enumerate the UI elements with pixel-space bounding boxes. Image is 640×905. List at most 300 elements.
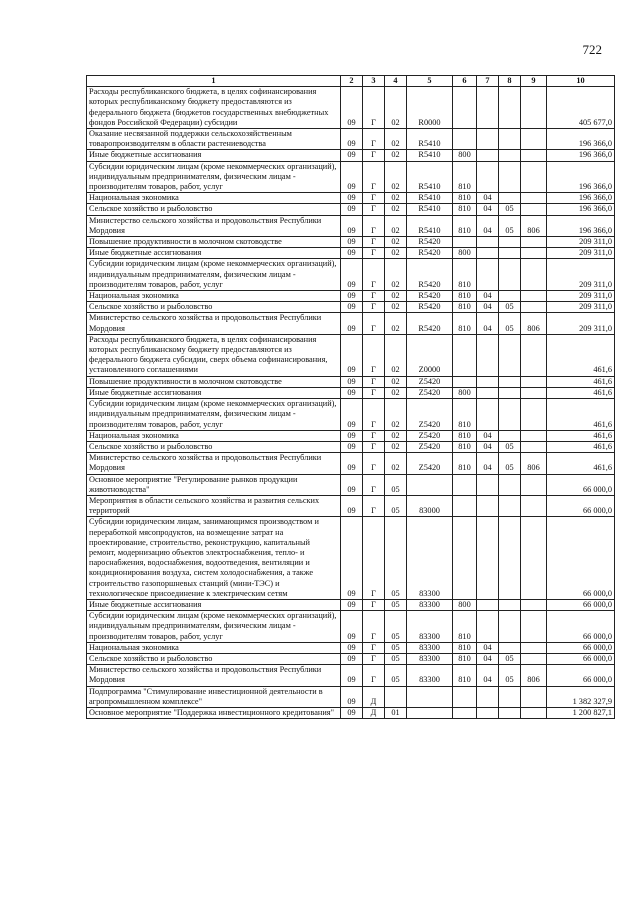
code-event-cell: 02 [385, 313, 407, 334]
code-subprogram-cell: Г [363, 259, 385, 291]
budget-table [86, 75, 615, 719]
code-gp-cell: 09 [341, 611, 363, 643]
code-subsection-cell [499, 193, 521, 204]
amount-cell: 66 000,0 [547, 495, 615, 516]
code-direction-cell: Z5420 [407, 376, 453, 387]
amount-cell: 405 677,0 [547, 87, 615, 129]
code-section-cell [477, 387, 499, 398]
code-gp-cell: 09 [341, 653, 363, 664]
code-gp-cell: 09 [341, 642, 363, 653]
code-direction-cell: R0000 [407, 87, 453, 129]
amount-cell: 1 200 827,1 [547, 707, 615, 718]
code-section-cell: 04 [477, 291, 499, 302]
code-direction-cell: 83300 [407, 653, 453, 664]
amount-cell: 209 311,0 [547, 237, 615, 248]
code-gp-cell: 09 [341, 129, 363, 150]
code-subsection-cell [499, 686, 521, 707]
code-gp-cell: 09 [341, 387, 363, 398]
code-gp-cell: 09 [341, 248, 363, 259]
table-row [87, 441, 615, 452]
amount-cell: 461,6 [547, 387, 615, 398]
code-direction-cell [407, 707, 453, 718]
code-expense-type-cell: 810 [453, 302, 477, 313]
code-subprogram-cell: Г [363, 313, 385, 334]
code-subsection-cell [499, 399, 521, 431]
code-event-cell: 02 [385, 441, 407, 452]
table-row [87, 237, 615, 248]
code-subprogram-cell: Г [363, 204, 385, 215]
row-name-cell: Субсидии юридическим лицам (кроме некоммерческих организаций), индивидуальным предпринимателям, физическим лицам - производителям товаров, работ, услуг [87, 611, 341, 643]
code-subsection-cell [499, 259, 521, 291]
code-section-cell [477, 495, 499, 516]
code-section-cell [477, 248, 499, 259]
code-ministry-cell [521, 686, 547, 707]
code-direction-cell: Z5420 [407, 441, 453, 452]
code-subsection-cell [499, 291, 521, 302]
code-subsection-cell: 05 [499, 453, 521, 474]
row-name-cell: Иные бюджетные ассигнования [87, 387, 341, 398]
code-section-cell [477, 87, 499, 129]
row-name-cell: Основное мероприятие "Регулирование рынков продукции животноводства" [87, 474, 341, 495]
code-subprogram-cell: Г [363, 387, 385, 398]
table-row [87, 150, 615, 161]
code-gp-cell: 09 [341, 665, 363, 686]
code-subprogram-cell: Д [363, 707, 385, 718]
code-direction-cell: R5420 [407, 248, 453, 259]
row-name-cell: Субсидии юридическим лицам (кроме некоммерческих организаций), индивидуальным предпринимателям, физическим лицам - производителям товаров, работ, услуг [87, 161, 341, 193]
code-expense-type-cell: 810 [453, 313, 477, 334]
code-direction-cell: 83300 [407, 665, 453, 686]
code-section-cell [477, 599, 499, 610]
table-row [87, 686, 615, 707]
table-row [87, 474, 615, 495]
code-ministry-cell [521, 653, 547, 664]
page-number: 722 [582, 42, 602, 57]
code-expense-type-cell [453, 129, 477, 150]
table-row [87, 334, 615, 376]
code-direction-cell: 83300 [407, 517, 453, 600]
code-gp-cell: 09 [341, 291, 363, 302]
code-subprogram-cell: Г [363, 611, 385, 643]
code-expense-type-cell: 810 [453, 453, 477, 474]
code-ministry-cell [521, 334, 547, 376]
amount-cell: 196 366,0 [547, 129, 615, 150]
column-header-5: 5 [407, 76, 453, 87]
code-ministry-cell [521, 161, 547, 193]
column-header-1: 1 [87, 76, 341, 87]
row-name-cell: Субсидии юридическим лицам (кроме некоммерческих организаций), индивидуальным предпринимателям, физическим лицам - производителям товаров, работ, услуг [87, 259, 341, 291]
table-row [87, 313, 615, 334]
code-section-cell [477, 517, 499, 600]
code-subsection-cell [499, 495, 521, 516]
code-section-cell [477, 150, 499, 161]
code-gp-cell: 09 [341, 313, 363, 334]
code-expense-type-cell: 810 [453, 642, 477, 653]
row-name-cell: Иные бюджетные ассигнования [87, 150, 341, 161]
code-direction-cell: R5410 [407, 215, 453, 236]
row-name-cell: Сельское хозяйство и рыболовство [87, 441, 341, 452]
code-event-cell: 02 [385, 129, 407, 150]
row-name-cell: Основное мероприятие "Поддержка инвестиционного кредитования" [87, 707, 341, 718]
code-ministry-cell [521, 517, 547, 600]
code-subprogram-cell: Г [363, 642, 385, 653]
amount-cell: 209 311,0 [547, 313, 615, 334]
code-direction-cell: R5420 [407, 291, 453, 302]
amount-cell: 461,6 [547, 399, 615, 431]
code-expense-type-cell: 810 [453, 215, 477, 236]
code-ministry-cell [521, 237, 547, 248]
table-row [87, 599, 615, 610]
code-gp-cell: 09 [341, 237, 363, 248]
code-section-cell: 04 [477, 665, 499, 686]
code-section-cell: 04 [477, 430, 499, 441]
amount-cell: 66 000,0 [547, 517, 615, 600]
code-expense-type-cell [453, 376, 477, 387]
row-name-cell: Национальная экономика [87, 642, 341, 653]
code-expense-type-cell: 810 [453, 399, 477, 431]
code-subprogram-cell: Г [363, 87, 385, 129]
code-direction-cell: 83300 [407, 611, 453, 643]
code-gp-cell: 09 [341, 599, 363, 610]
column-header-8: 8 [499, 76, 521, 87]
code-subprogram-cell: Г [363, 291, 385, 302]
table-row [87, 129, 615, 150]
code-subprogram-cell: Г [363, 399, 385, 431]
code-subprogram-cell: Г [363, 441, 385, 452]
code-subsection-cell [499, 387, 521, 398]
code-section-cell: 04 [477, 653, 499, 664]
code-section-cell [477, 259, 499, 291]
code-section-cell [477, 686, 499, 707]
code-subsection-cell [499, 474, 521, 495]
code-section-cell [477, 334, 499, 376]
code-gp-cell: 09 [341, 517, 363, 600]
table-row [87, 611, 615, 643]
amount-cell: 66 000,0 [547, 611, 615, 643]
code-expense-type-cell [453, 237, 477, 248]
code-subsection-cell [499, 599, 521, 610]
code-subsection-cell [499, 430, 521, 441]
code-direction-cell: R5410 [407, 193, 453, 204]
code-ministry-cell [521, 430, 547, 441]
code-direction-cell: R5410 [407, 161, 453, 193]
code-gp-cell: 09 [341, 334, 363, 376]
code-expense-type-cell: 810 [453, 653, 477, 664]
code-direction-cell: R5420 [407, 259, 453, 291]
row-name-cell: Подпрограмма "Стимулирование инвестиционной деятельности в агропромышленном комплексе" [87, 686, 341, 707]
amount-cell: 66 000,0 [547, 599, 615, 610]
code-subprogram-cell: Г [363, 334, 385, 376]
row-name-cell: Расходы республиканского бюджета, в целях софинансирования которых республиканскому бюджету предоставляются из федерального бюджета (бюджетов государственных внебюджетных фондов Российской Федерации) субсидии [87, 87, 341, 129]
code-subsection-cell [499, 129, 521, 150]
code-ministry-cell [521, 611, 547, 643]
code-subsection-cell: 05 [499, 302, 521, 313]
column-header-3: 3 [363, 76, 385, 87]
code-ministry-cell [521, 259, 547, 291]
amount-cell: 196 366,0 [547, 161, 615, 193]
code-section-cell: 04 [477, 453, 499, 474]
code-gp-cell: 09 [341, 707, 363, 718]
table-row [87, 642, 615, 653]
row-name-cell: Иные бюджетные ассигнования [87, 248, 341, 259]
column-header-7: 7 [477, 76, 499, 87]
code-subsection-cell: 05 [499, 653, 521, 664]
code-direction-cell: Z5420 [407, 387, 453, 398]
code-event-cell: 02 [385, 161, 407, 193]
code-expense-type-cell: 800 [453, 387, 477, 398]
code-event-cell: 05 [385, 495, 407, 516]
code-expense-type-cell [453, 474, 477, 495]
code-subsection-cell [499, 376, 521, 387]
code-event-cell: 02 [385, 291, 407, 302]
code-expense-type-cell [453, 495, 477, 516]
row-name-cell: Национальная экономика [87, 193, 341, 204]
code-subsection-cell [499, 87, 521, 129]
amount-cell: 66 000,0 [547, 653, 615, 664]
table-row [87, 87, 615, 129]
row-name-cell: Министерство сельского хозяйства и продовольствия Республики Мордовия [87, 453, 341, 474]
code-ministry-cell [521, 642, 547, 653]
amount-cell: 196 366,0 [547, 150, 615, 161]
code-subsection-cell [499, 707, 521, 718]
code-ministry-cell [521, 248, 547, 259]
code-subprogram-cell: Г [363, 495, 385, 516]
code-event-cell: 05 [385, 517, 407, 600]
amount-cell: 66 000,0 [547, 642, 615, 653]
code-gp-cell: 09 [341, 204, 363, 215]
code-subprogram-cell: Г [363, 237, 385, 248]
code-gp-cell: 09 [341, 259, 363, 291]
code-expense-type-cell: 800 [453, 599, 477, 610]
code-event-cell: 02 [385, 387, 407, 398]
row-name-cell: Повышение продуктивности в молочном скотоводстве [87, 237, 341, 248]
code-section-cell [477, 707, 499, 718]
code-event-cell: 05 [385, 474, 407, 495]
code-ministry-cell: 806 [521, 215, 547, 236]
code-expense-type-cell: 810 [453, 204, 477, 215]
table-row [87, 430, 615, 441]
code-subprogram-cell: Г [363, 161, 385, 193]
amount-cell: 66 000,0 [547, 665, 615, 686]
row-name-cell: Мероприятия в области сельского хозяйства и развития сельских территорий [87, 495, 341, 516]
code-subprogram-cell: Г [363, 150, 385, 161]
code-direction-cell [407, 474, 453, 495]
amount-cell: 461,6 [547, 334, 615, 376]
code-subsection-cell [499, 334, 521, 376]
code-event-cell: 02 [385, 150, 407, 161]
code-subprogram-cell: Г [363, 215, 385, 236]
code-gp-cell: 09 [341, 474, 363, 495]
code-gp-cell: 09 [341, 399, 363, 431]
code-expense-type-cell [453, 517, 477, 600]
amount-cell: 1 382 327,9 [547, 686, 615, 707]
code-ministry-cell [521, 387, 547, 398]
table-row [87, 248, 615, 259]
row-name-cell: Оказание несвязанной поддержки сельскохозяйственным товаропроизводителям в области растениеводства [87, 129, 341, 150]
code-ministry-cell [521, 399, 547, 431]
column-header-10: 10 [547, 76, 615, 87]
code-ministry-cell: 806 [521, 453, 547, 474]
code-subsection-cell [499, 517, 521, 600]
code-expense-type-cell: 800 [453, 150, 477, 161]
code-expense-type-cell: 810 [453, 193, 477, 204]
code-ministry-cell [521, 441, 547, 452]
row-name-cell: Министерство сельского хозяйства и продовольствия Республики Мордовия [87, 313, 341, 334]
code-subsection-cell [499, 161, 521, 193]
row-name-cell: Национальная экономика [87, 430, 341, 441]
code-direction-cell: Z5420 [407, 453, 453, 474]
table-row [87, 259, 615, 291]
code-section-cell: 04 [477, 302, 499, 313]
code-event-cell: 02 [385, 237, 407, 248]
code-subprogram-cell: Г [363, 302, 385, 313]
code-event-cell: 01 [385, 707, 407, 718]
code-gp-cell: 09 [341, 495, 363, 516]
code-subprogram-cell: Г [363, 129, 385, 150]
column-header-4: 4 [385, 76, 407, 87]
code-gp-cell: 09 [341, 87, 363, 129]
code-expense-type-cell [453, 87, 477, 129]
code-subprogram-cell: Г [363, 653, 385, 664]
row-name-cell: Повышение продуктивности в молочном скотоводстве [87, 376, 341, 387]
code-event-cell: 02 [385, 430, 407, 441]
table-row [87, 665, 615, 686]
code-section-cell: 04 [477, 193, 499, 204]
code-event-cell: 02 [385, 376, 407, 387]
code-subprogram-cell: Г [363, 474, 385, 495]
amount-cell: 209 311,0 [547, 248, 615, 259]
row-name-cell: Иные бюджетные ассигнования [87, 599, 341, 610]
code-direction-cell: R5410 [407, 204, 453, 215]
code-section-cell [477, 161, 499, 193]
code-subprogram-cell: Г [363, 665, 385, 686]
amount-cell: 209 311,0 [547, 259, 615, 291]
row-name-cell: Национальная экономика [87, 291, 341, 302]
code-gp-cell: 09 [341, 215, 363, 236]
code-direction-cell [407, 686, 453, 707]
code-subsection-cell: 05 [499, 313, 521, 334]
code-gp-cell: 09 [341, 161, 363, 193]
amount-cell: 196 366,0 [547, 204, 615, 215]
code-subprogram-cell: Г [363, 517, 385, 600]
code-ministry-cell [521, 707, 547, 718]
code-subsection-cell [499, 642, 521, 653]
code-direction-cell: Z5420 [407, 399, 453, 431]
code-expense-type-cell: 810 [453, 611, 477, 643]
code-event-cell: 05 [385, 599, 407, 610]
code-section-cell [477, 237, 499, 248]
code-gp-cell: 09 [341, 376, 363, 387]
code-gp-cell: 09 [341, 193, 363, 204]
code-ministry-cell: 806 [521, 313, 547, 334]
code-ministry-cell: 806 [521, 665, 547, 686]
code-subsection-cell: 05 [499, 204, 521, 215]
code-expense-type-cell [453, 707, 477, 718]
code-direction-cell: 83300 [407, 642, 453, 653]
table-body [87, 87, 615, 719]
code-ministry-cell [521, 87, 547, 129]
code-direction-cell: R5420 [407, 302, 453, 313]
code-expense-type-cell: 810 [453, 441, 477, 452]
code-event-cell: 02 [385, 248, 407, 259]
table-row [87, 204, 615, 215]
code-direction-cell: R5410 [407, 129, 453, 150]
amount-cell: 196 366,0 [547, 215, 615, 236]
table-row [87, 387, 615, 398]
table-row [87, 495, 615, 516]
code-subprogram-cell: Г [363, 453, 385, 474]
code-section-cell [477, 611, 499, 643]
code-expense-type-cell [453, 686, 477, 707]
table-row [87, 399, 615, 431]
code-direction-cell: Z0000 [407, 334, 453, 376]
code-direction-cell: R5420 [407, 237, 453, 248]
table-row [87, 161, 615, 193]
code-direction-cell: R5420 [407, 313, 453, 334]
code-section-cell [477, 474, 499, 495]
code-ministry-cell [521, 129, 547, 150]
table-row [87, 453, 615, 474]
code-gp-cell: 09 [341, 686, 363, 707]
code-event-cell: 05 [385, 642, 407, 653]
column-header-6: 6 [453, 76, 477, 87]
amount-cell: 461,6 [547, 376, 615, 387]
code-gp-cell: 09 [341, 430, 363, 441]
amount-cell: 196 366,0 [547, 193, 615, 204]
amount-cell: 66 000,0 [547, 474, 615, 495]
table-row [87, 291, 615, 302]
code-event-cell: 02 [385, 215, 407, 236]
code-ministry-cell [521, 495, 547, 516]
code-subsection-cell [499, 611, 521, 643]
code-subprogram-cell: Г [363, 248, 385, 259]
code-event-cell: 05 [385, 611, 407, 643]
code-gp-cell: 09 [341, 150, 363, 161]
row-name-cell: Министерство сельского хозяйства и продовольствия Республики Мордовия [87, 215, 341, 236]
code-expense-type-cell: 810 [453, 161, 477, 193]
code-event-cell: 05 [385, 653, 407, 664]
code-event-cell: 02 [385, 259, 407, 291]
table-row [87, 707, 615, 718]
code-expense-type-cell: 810 [453, 291, 477, 302]
code-direction-cell: 83000 [407, 495, 453, 516]
code-event-cell: 02 [385, 193, 407, 204]
code-subprogram-cell: Г [363, 430, 385, 441]
code-section-cell: 04 [477, 642, 499, 653]
code-section-cell: 04 [477, 441, 499, 452]
code-expense-type-cell [453, 334, 477, 376]
amount-cell: 461,6 [547, 453, 615, 474]
code-ministry-cell [521, 474, 547, 495]
code-event-cell: 02 [385, 204, 407, 215]
column-header-2: 2 [341, 76, 363, 87]
code-section-cell: 04 [477, 204, 499, 215]
code-event-cell: 02 [385, 334, 407, 376]
code-event-cell: 02 [385, 302, 407, 313]
code-ministry-cell [521, 150, 547, 161]
row-name-cell: Субсидии юридическим лицам (кроме некоммерческих организаций), индивидуальным предпринимателям, физическим лицам - производителям товаров, работ, услуг [87, 399, 341, 431]
code-section-cell: 04 [477, 313, 499, 334]
code-gp-cell: 09 [341, 453, 363, 474]
table-row [87, 215, 615, 236]
code-ministry-cell [521, 193, 547, 204]
code-ministry-cell [521, 376, 547, 387]
code-expense-type-cell: 810 [453, 430, 477, 441]
code-event-cell: 02 [385, 399, 407, 431]
amount-cell: 461,6 [547, 430, 615, 441]
code-subprogram-cell: Д [363, 686, 385, 707]
code-subprogram-cell: Г [363, 193, 385, 204]
